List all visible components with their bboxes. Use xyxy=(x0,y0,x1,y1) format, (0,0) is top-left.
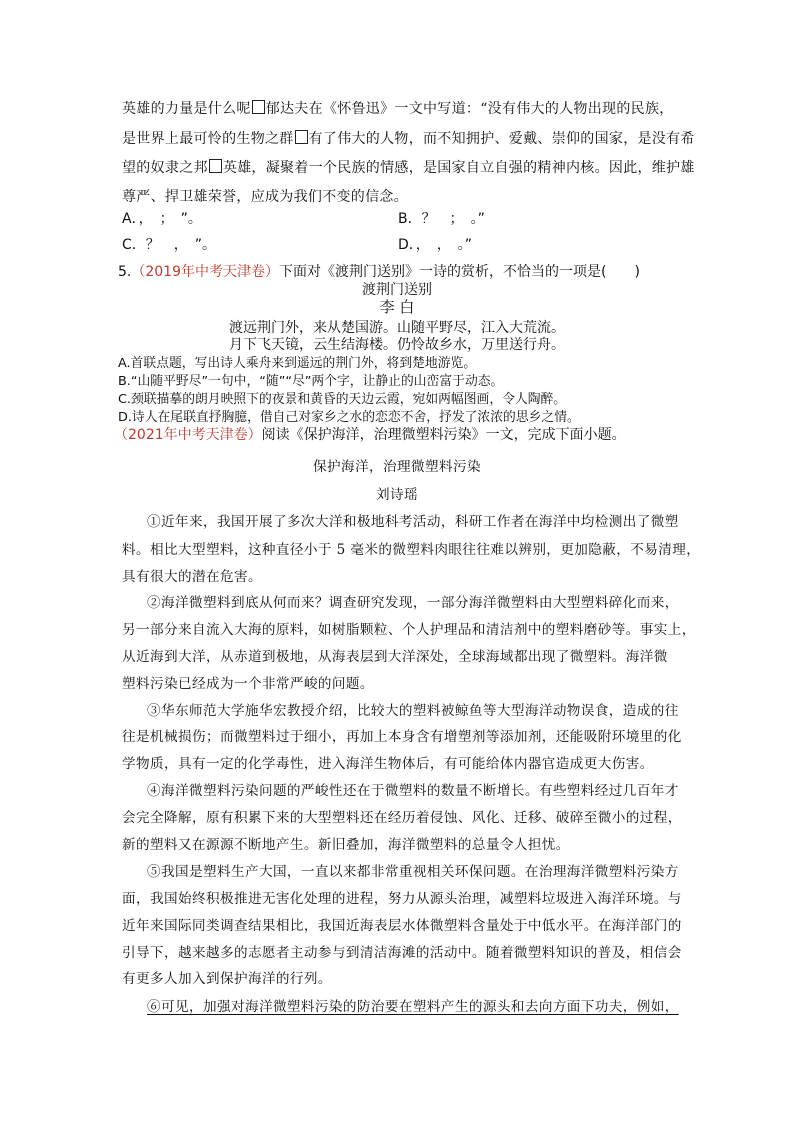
article-paragraph-3-line: ③华东师范大学施华宏教授介绍，比较大的塑料被鲸鱼等大型海洋动物误食，造成的往 xyxy=(147,703,679,719)
answer-option-d: D.诗人在尾联直抒胸臆，借自己对家乡之水的恋恋不舍，抒发了浓浓的思乡之情。 xyxy=(118,410,580,425)
passage-line-3 xyxy=(122,157,695,177)
exam-source: （2019年中考天津卷） xyxy=(131,264,279,280)
question-text: 阅读《保护海洋，治理微塑料污染》一文，完成下面小题。 xyxy=(261,427,626,443)
article-paragraph-5-line: 引导下，越来越多的志愿者主动参与到清洁海滩的活动中。随着微塑料知识的普及，相信会 xyxy=(122,945,682,961)
option-d: D．， ， 。” xyxy=(398,237,473,253)
article-paragraph-5-line: 有更多人加入到保护海洋的行列。 xyxy=(122,971,332,987)
passage-text: 郁达夫在《怀鲁迅》一文中写道：“没有伟大的人物出现的民族， xyxy=(265,101,674,117)
passage-text: 英雄，凝聚着一个民族的情感，是国家自立自强的精神内核。因此，维护雄 xyxy=(222,160,695,176)
passage-line-2 xyxy=(122,128,695,148)
poem-line-1: 渡远荆门外，来从楚国游。山随平野尽，江入大荒流。 xyxy=(229,320,565,336)
exam-source: （2021年中考天津卷） xyxy=(114,427,262,443)
article-paragraph-5-line: ⑤我国是塑料生产大国，一直以来都非常重视相关环保问题。在治理海洋微塑料污染方 xyxy=(147,864,679,880)
question-number: 5. xyxy=(118,264,132,280)
passage-text: 望的奴隶之邦 xyxy=(122,160,208,176)
article-paragraph-1-line: ①近年来，我国开展了多次大洋和极地科考活动，科研工作者在海洋中均检测出了微塑 xyxy=(147,514,679,530)
punctuation-blank-box xyxy=(295,130,308,144)
article-paragraph-4-line: 新的塑料又在源源不断地产生。新旧叠加，海洋微塑料的总量令人担忧。 xyxy=(122,837,570,853)
poem-title: 渡荆门送别 xyxy=(362,282,432,298)
passage-text: 有了伟大的人物，而不知拥护、爱戴、崇仰的国家，是没有希 xyxy=(308,131,695,147)
question-5-stem xyxy=(118,261,640,281)
punctuation-blank-box xyxy=(252,100,265,114)
article-author: 刘诗瑶 xyxy=(376,487,418,503)
question-6-stem xyxy=(114,424,626,444)
passage-line-4: 尊严、捍卫雄荣誉，应成为我们不变的信念。 xyxy=(122,189,408,205)
passage-line-1 xyxy=(122,98,674,118)
article-paragraph-2-line: ②海洋微塑料到底从何而来？调查研究发现，一部分海洋微塑料由大型塑料碎化而来， xyxy=(147,595,679,611)
article-paragraph-2-line: 从近海到大洋，从赤道到极地，从海表层到大洋深处，全球海域都出现了微塑料。海洋微 xyxy=(122,649,668,665)
poem-line-2: 月下飞天镜，云生结海楼。仍怜故乡水，万里送行舟。 xyxy=(229,337,565,353)
question-text: 下面对《渡荆门送别》一诗的赏析，不恰当的一项是( ) xyxy=(279,264,640,280)
article-paragraph-4-line: ④海洋微塑料污染问题的严峻性还在于微塑料的数量不断增长。有些塑料经过几百年才 xyxy=(147,783,679,799)
passage-text: 是世界上最可怜的生物之群 xyxy=(122,131,294,147)
option-b: B．？ ； 。” xyxy=(398,211,485,227)
article-paragraph-2-line: 另一部分来自流入大海的原料，如树脂颗粒、个人护理品和清洁剂中的塑料磨砂等。事实上， xyxy=(122,622,696,638)
article-paragraph-4-line: 会完全降解，原有积累下来的大型塑料还在经历着侵蚀、风化、迁移、破碎至微小的过程， xyxy=(122,810,682,826)
article-title: 保护海洋，治理微塑料污染 xyxy=(313,459,481,475)
option-a: A．， ； ”。 xyxy=(122,211,202,227)
answer-option-b: B.“山随平野尽”一句中，“随”“尽”两个字，让静止的山峦富于动态。 xyxy=(118,374,504,389)
option-c: C．？ ， ”。 xyxy=(122,237,217,253)
article-paragraph-2-line: 塑料污染已经成为一个非常严峻的问题。 xyxy=(122,676,374,692)
article-paragraph-5-line: 面，我国始终积极推进无害化处理的进程，努力从源头治理，减塑料垃圾进入海洋环境。与 xyxy=(122,891,682,907)
answer-option-c: C.颈联描摹的朗月映照下的夜景和黄昏的天边云霞，宛如两幅图画，令人陶醉。 xyxy=(118,392,567,407)
article-paragraph-3-line: 学物质，具有一定的化学毒性，进入海洋生物体后，有可能给体内器官造成更大伤害。 xyxy=(122,756,654,772)
poem-author: 李 白 xyxy=(379,298,415,316)
article-paragraph-1-line: 料。相比大型塑料，这种直径小于 5 毫米的微塑料肉眼往往难以辨别，更加隐蔽，不易清理， xyxy=(122,542,701,558)
article-paragraph-5-line: 近年来国际同类调查结果相比，我国近海表层水体微塑料含量处于中低水平。在海洋部门的 xyxy=(122,918,682,934)
answer-option-a: A.首联点题，写出诗人乘舟来到遥远的荆门外，将到楚地游览。 xyxy=(118,356,477,371)
article-paragraph-3-line: 往是机械损伤；而微塑料过于细小，再加上本身含有增塑剂等添加剂，还能吸附环境里的化 xyxy=(122,729,682,745)
punctuation-blank-box xyxy=(209,159,222,173)
passage-text: 英雄的力量是什么呢 xyxy=(122,101,251,117)
article-paragraph-1-line: 具有很大的潜在危害。 xyxy=(122,569,262,585)
article-paragraph-6-underlined: ⑥可见，加强对海洋微塑料污染的防治要在塑料产生的源头和去向方面下功夫，例如， xyxy=(147,999,679,1015)
